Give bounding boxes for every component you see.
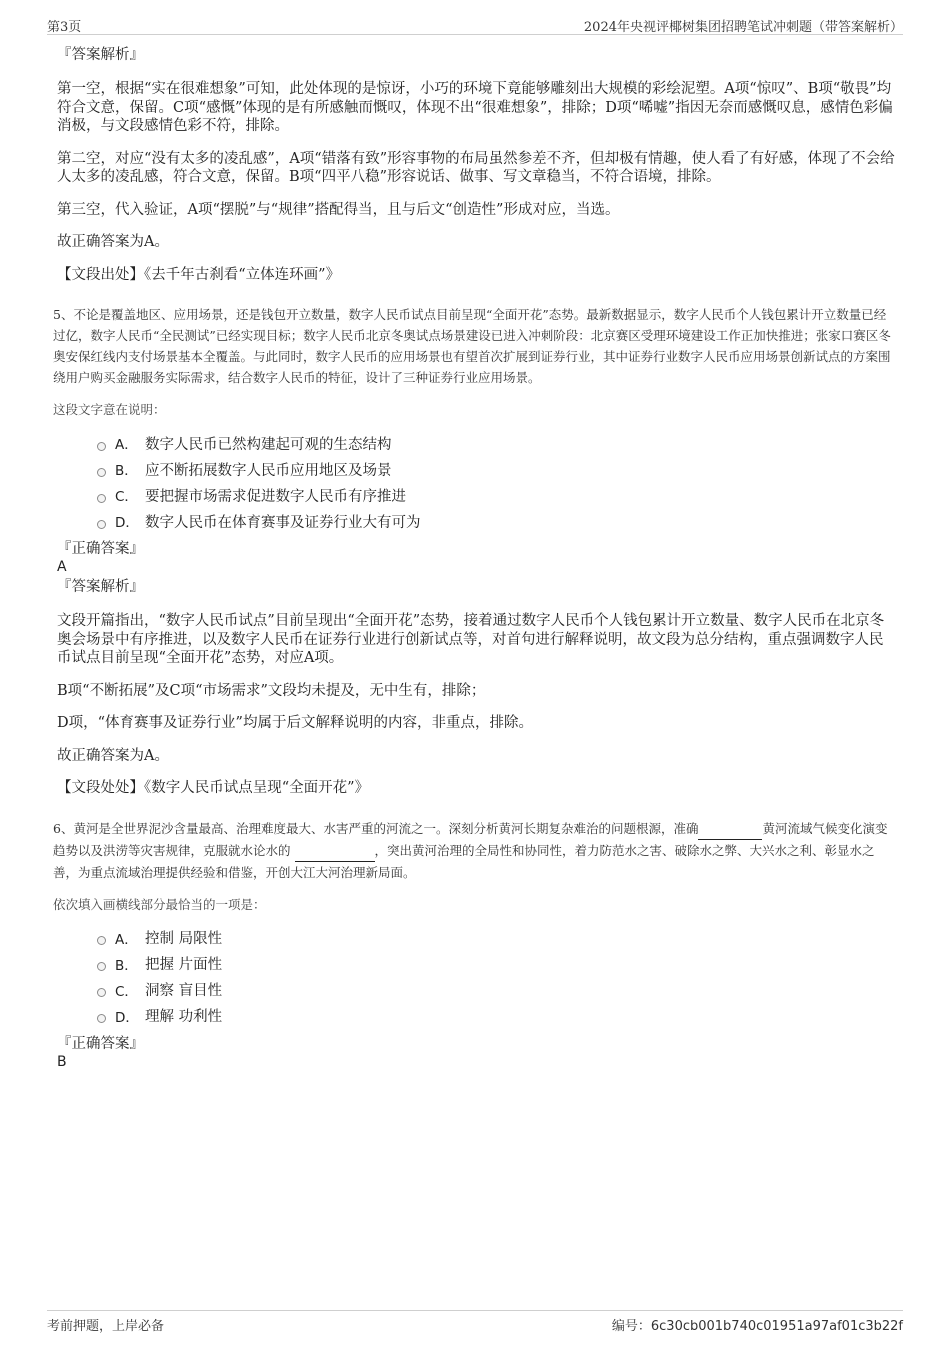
option-list [57,430,895,534]
option-a[interactable] [57,430,895,456]
option-letter: B． [115,463,138,479]
option-text: 数字人民币在体育赛事及证券行业大有可为 [145,514,421,531]
option-letter: D． [115,1009,139,1026]
question-text [53,818,895,883]
option-b[interactable] [57,456,895,482]
serial-value: 6c30cb001b740c01951a97af01c3b22f [650,1319,903,1334]
fill-blank-2 [295,840,375,862]
page-number: 第3页 [47,20,82,35]
option-b[interactable] [57,951,895,977]
radio-icon[interactable] [97,442,106,451]
option-letter: D． [115,515,139,531]
option-list [57,925,895,1029]
analysis-paragraph: 第一空，根据“实在很难想象”可知，此处体现的是惊讶，小巧的环境下竟能够雕刻出大规模的彩绘泥塑。A项“惊叹”、B项“敬畏”均符合文意，保留。C项“感慨”体现的是有所感触而慨叹，体现不出“很难想象”，排除；D项“唏嘘”指因无奈而感慨叹息，感情色彩偏消极，与文段感情色彩不符，排除。 [57,81,893,134]
correct-answer: A [57,559,67,575]
radio-icon[interactable] [97,520,106,529]
analysis-paragraph: D项，“体育赛事及证券行业”均属于后文解释说明的内容，非重点，排除。 [57,715,533,731]
option-c[interactable] [57,482,895,508]
analysis-paragraph: B项“不断拓展”及C项“市场需求”文段均未提及，无中生有，排除； [57,682,486,699]
correct-answer-label: 『正确答案』 [57,541,144,557]
serial-label: 编号： [611,1319,651,1334]
page-header [47,14,903,35]
correct-answer: B [57,1053,67,1070]
answer-conclusion: 故正确答案为A。 [57,747,169,764]
option-text: 应不断拓展数字人民币应用地区及场景 [145,462,392,479]
option-letter: A． [115,437,138,453]
option-text: 理解 功利性 [145,1009,223,1025]
question-lead: 这段文字意在说明： [53,402,166,417]
option-text: 数字人民币已然构建起可观的生态结构 [145,436,392,453]
analysis-label: 『答案解析』 [57,47,144,63]
question-text-part: 6、黄河是全世界泥沙含量最高、治理难度最大、水害严重的河流之一。深刻分析黄河长期复杂难治的问题根源，准确 [53,820,699,836]
radio-icon[interactable] [97,494,106,503]
radio-icon[interactable] [97,962,106,971]
analysis-label: 『答案解析』 [57,579,144,595]
option-letter: A． [115,931,138,948]
question-text-part: 黄河流域气候变化演变趋势以及洪涝等灾害规律，克服就水论水的 [53,820,888,858]
option-d[interactable] [57,1003,895,1029]
fill-blank-1 [698,818,762,840]
radio-icon[interactable] [97,468,106,477]
answer-conclusion: 故正确答案为A。 [57,234,169,250]
option-d[interactable] [57,508,895,534]
question-text: 5、不论是覆盖地区、应用场景，还是钱包开立数量，数字人民币试点目前呈现“全面开花”态势。最新数据显示，数字人民币个人钱包累计开立数量已经过亿，数字人民币“全民测试”已经实现目标；数字人民币北京冬奥试点场景建设已进入冲刺阶段：北京赛区受理环境建设工作正加快推进；张家口赛区冬奥安保红线内支付场景基本全覆盖。与此同时，数字人民币的应用场景也有望首次扩展到证券行业，其中证券行业数字人民币应用场景创新试点的方案围绕用户购买金融服务实际需求，结合数字人民币的特征，设计了三种证券行业应用场景。 [53,307,891,385]
radio-icon[interactable] [97,1014,106,1023]
analysis-paragraph: 第三空，代入验证，A项“摆脱”与“规律”搭配得当，且与后文“创造性”形成对应，当选。 [57,201,620,218]
option-text: 控制 局限性 [145,931,223,947]
document-title: 2024年央视评椰树集团招聘笔试冲刺题（带答案解析） [583,20,903,35]
source-citation: 【文段出处】《去千年古刹看“立体连环画”》 [57,266,341,283]
page-content [53,46,895,1071]
option-letter: C． [115,983,138,1000]
question-text-part: ，突出黄河治理的全局性和协同性，着力防范水之害、破除水之弊、大兴水之利、彰显水之善，为重点流域治理提供经验和借鉴，开创大江大河治理新局面。 [53,842,875,880]
question-lead: 依次填入画横线部分最恰当的一项是： [53,896,266,912]
option-text: 要把握市场需求促进数字人民币有序推进 [145,488,406,505]
source-citation: 【文段处处】《数字人民币试点呈现“全面开花”》 [57,780,370,796]
radio-icon[interactable] [97,936,106,945]
option-c[interactable] [57,977,895,1003]
page-footer [47,1310,903,1335]
analysis-paragraph: 第二空，对应“没有太多的凌乱感”，A项“错落有致”形容事物的布局虽然参差不齐，但却极有情趣，使人看了有好感，体现了不会给人太多的凌乱感，符合文意，保留。B项“四平八稳”形容说话、做事、写文章稳当，不符合语境，排除。 [57,150,895,185]
correct-answer-label: 『正确答案』 [57,1035,144,1052]
radio-icon[interactable] [97,988,106,997]
option-a[interactable] [57,925,895,951]
option-text: 洞察 盲目性 [145,983,223,999]
option-text: 把握 片面性 [145,957,223,973]
option-letter: B． [115,957,138,974]
document-serial [612,1315,903,1334]
analysis-paragraph: 文段开篇指出，“数字人民币试点”目前呈现出“全面开花”态势，接着通过数字人民币个人钱包累计开立数量、数字人民币在北京冬奥会场景中有序推进，以及数字人民币在证券行业进行创新试点等，对首句进行解释说明，故文段为总分结构，重点强调数字人民币试点目前呈现“全面开花”态势，对应A项。 [57,613,885,666]
footer-slogan: 考前押题，上岸必备 [47,1319,165,1334]
option-letter: C． [115,489,138,505]
